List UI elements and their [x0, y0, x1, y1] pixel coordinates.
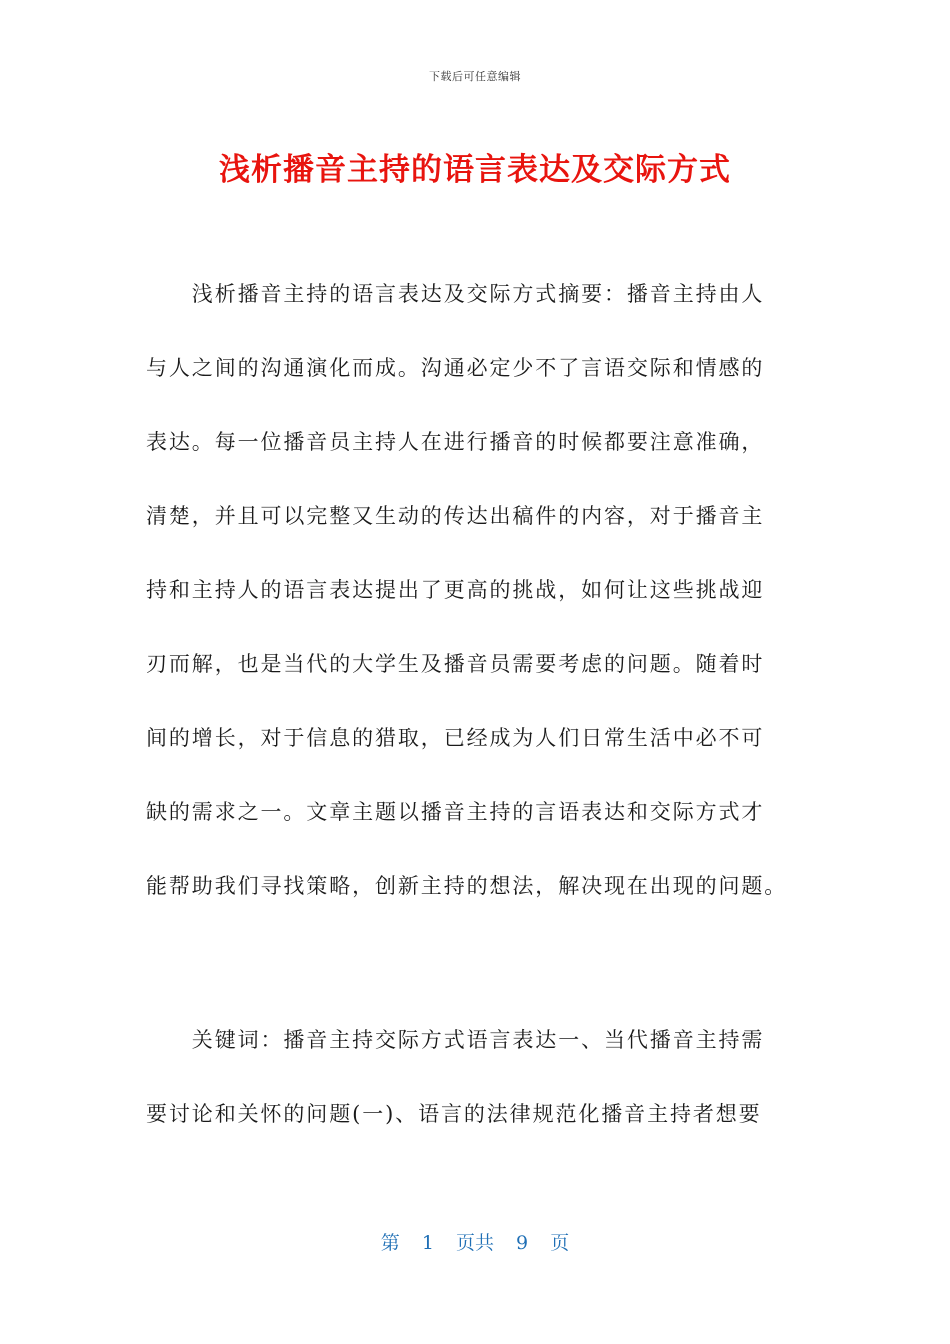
page-label-mid: 页共	[455, 1232, 494, 1254]
header-note: 下载后可任意编辑	[429, 70, 521, 83]
page-label-prefix: 第	[380, 1232, 400, 1254]
paragraph-line: 间的增长，对于信息的猎取，已经成为人们日常生活中必不可	[146, 726, 765, 750]
current-page-number: 1	[421, 1232, 434, 1254]
document-title: 浅析播音主持的语言表达及交际方式	[219, 152, 731, 188]
paragraph-line: 刃而解，也是当代的大学生及播音员需要考虑的问题。随着时	[146, 652, 765, 676]
paragraph-line: 能帮助我们寻找策略，创新主持的想法，解决现在出现的问题。	[146, 874, 788, 898]
paragraph-line: 缺的需求之一。文章主题以播音主持的言语表达和交际方式才	[146, 800, 765, 824]
paragraph-line: 关键词：播音主持交际方式语言表达一、当代播音主持需	[146, 1028, 765, 1052]
page-label-suffix: 页	[550, 1232, 570, 1254]
paragraph-line: 表达。每一位播音员主持人在进行播音的时候都要注意准确，	[146, 430, 765, 454]
paragraph-line: 要讨论和关怀的问题(一)、语言的法律规范化播音主持者想要	[146, 1102, 762, 1126]
paragraph-line: 清楚，并且可以完整又生动的传达出稿件的内容，对于播音主	[146, 504, 765, 528]
paragraph-line: 与人之间的沟通演化而成。沟通必定少不了言语交际和情感的	[146, 356, 765, 380]
paragraph-line: 浅析播音主持的语言表达及交际方式摘要：播音主持由人	[146, 282, 765, 306]
total-pages-number: 9	[516, 1232, 529, 1254]
page-footer	[0, 1228, 950, 1255]
paragraph-line: 持和主持人的语言表达提出了更高的挑战，如何让这些挑战迎	[146, 578, 765, 602]
